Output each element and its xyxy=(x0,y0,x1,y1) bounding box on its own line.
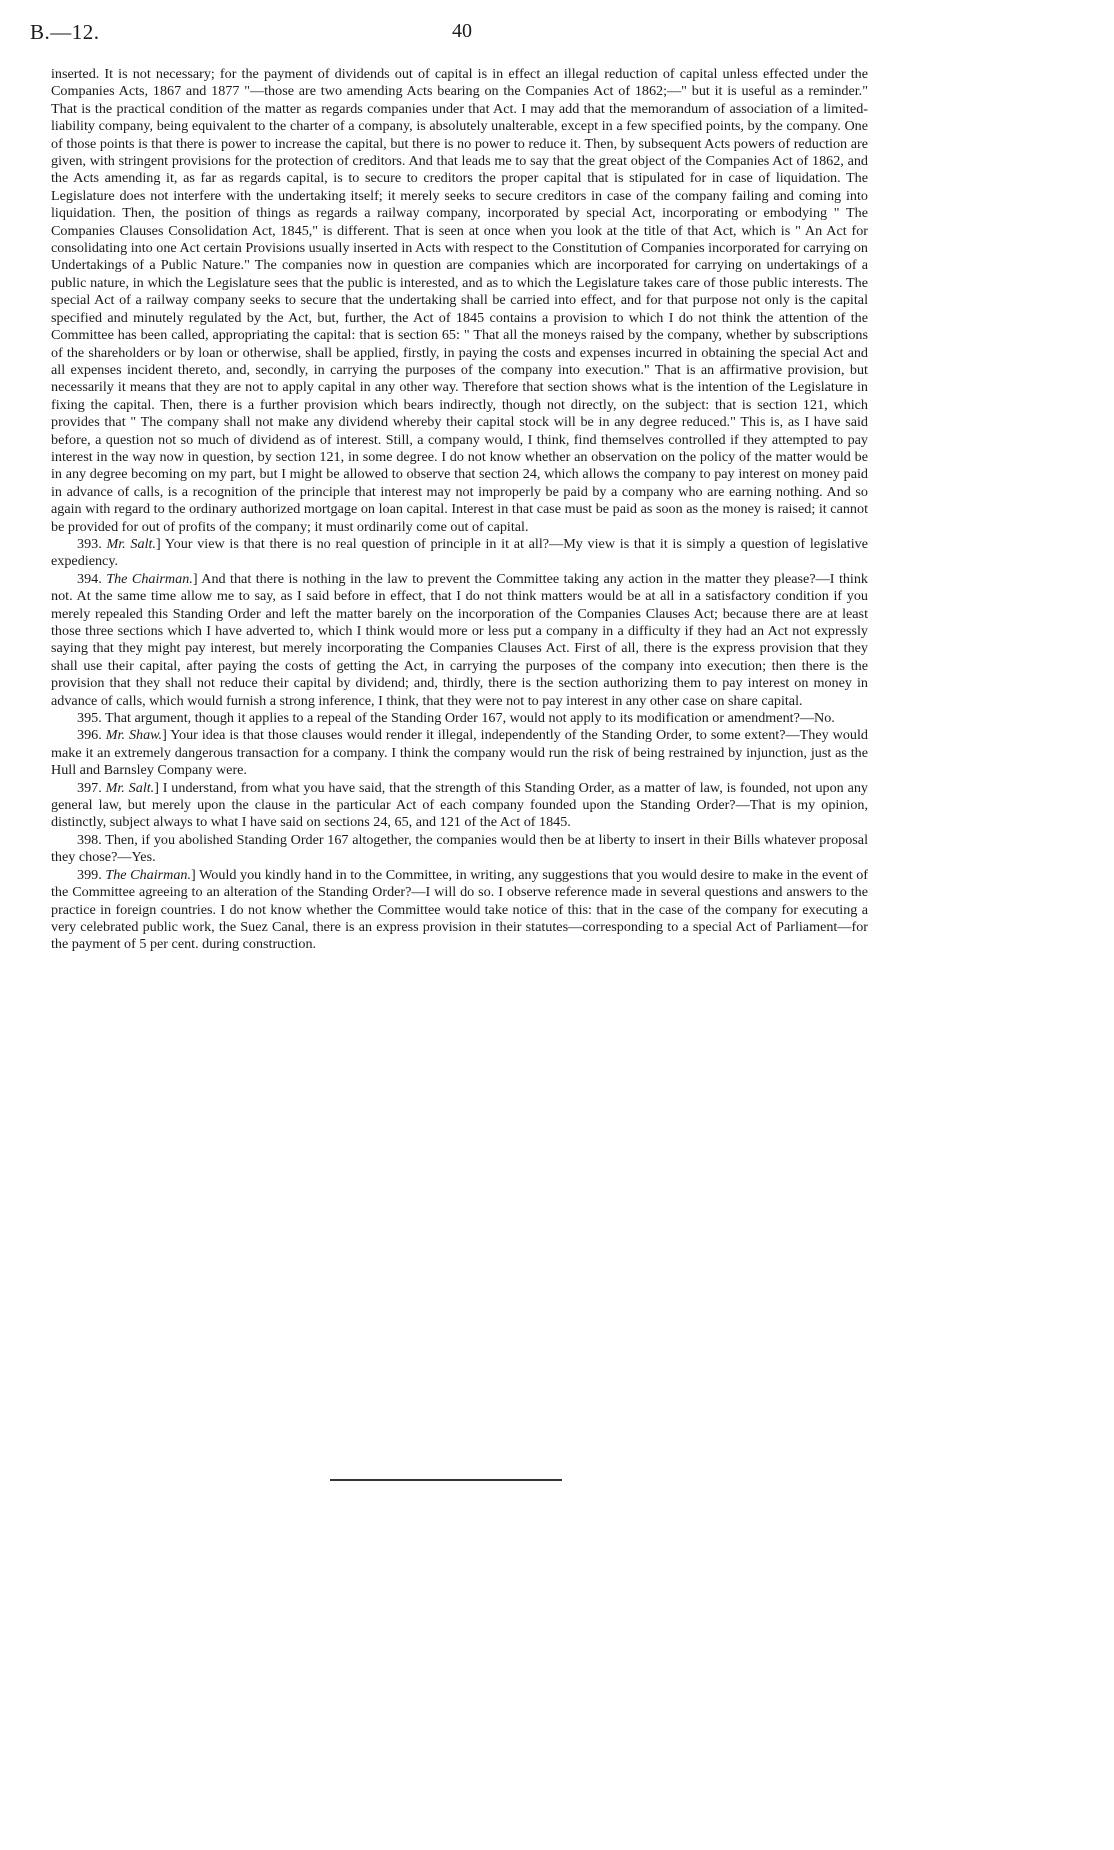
speaker-name: The Chairman. xyxy=(105,866,192,883)
document-reference: B.—12. xyxy=(30,20,100,44)
question-number: 397. xyxy=(77,779,102,796)
closing-rule xyxy=(330,1479,562,1481)
paragraph-399 xyxy=(51,867,868,954)
question-number: 396. xyxy=(77,727,102,744)
speaker-name: The Chairman. xyxy=(106,570,193,587)
paragraph-398 xyxy=(51,832,868,867)
question-number: 399. xyxy=(77,866,102,883)
paragraph-393 xyxy=(51,536,868,571)
question-number: 398. xyxy=(77,831,102,848)
paragraph-text: ] Your view is that there is no real question of principle in it at all?—My view is that it is simply a question of legislative expediency. xyxy=(51,535,868,570)
paragraph-text: ] I understand, from what you have said, that the strength of this Standing Order, as a matter of law, is founded, not upon any general law, but merely upon the clause in the particular Act of each company founded upon the Standing Order?—That is my opinion, distinctly, subject always to what I have said on sections 24, 65, and 121 of the Act of 1845. xyxy=(51,779,868,831)
paragraph-text: That argument, though it applies to a repeal of the Standing Order 167, would not apply to its modification or amendment?—No. xyxy=(105,710,835,727)
evidence-text xyxy=(51,66,868,954)
question-number: 394. xyxy=(77,570,102,587)
question-number: 395. xyxy=(77,710,102,727)
speaker-name: Mr. Shaw. xyxy=(105,727,163,744)
paragraph-text: ] Would you kindly hand in to the Committee, in writing, any suggestions that you would desire to make in the event of the Committee agreeing to an alteration of the Standing Order?—I will do so. I observe reference made in several questions and answers to the practice in foreign countries. I do not know whether the Committee would take notice of this: that in the case of the company for executing a very celebrated public work, the Suez Canal, there is an express provision in their statutes—corresponding to a special Act of Parliament—for the payment of 5 per cent. during construction. xyxy=(51,866,868,953)
paragraph-394 xyxy=(51,571,868,710)
question-number: 393. xyxy=(77,535,102,552)
paragraph-397 xyxy=(51,780,868,832)
paragraph-396 xyxy=(51,727,868,779)
paragraph-text: Then, if you abolished Standing Order 167 altogether, the companies would then be at liberty to insert in their Bills whatever proposal they chose?—Yes. xyxy=(51,831,868,866)
page-header xyxy=(0,20,944,48)
paragraph-text: inserted. It is not necessary; for the payment of dividends out of capital is in effect an illegal reduction of capital unless effected under the Companies Acts, 1867 and 1877 "—those are two amending Acts bearing on the Companies Act of 1862;—" but it is useful as a reminder." That is the practical condition of the matter as regards companies under that Act. I may add that the memorandum of association of a limited-liability company, being equivalent to the charter of a company, is absolutely unalterable, except in a few specified points, by the company. One of those points is that there is power to increase the capital, but there is no power to reduce it. Then, by subsequent Acts powers of reduction are given, with stringent provisions for the protection of creditors. And that leads me to say that the great object of the Companies Act of 1862, and the Acts amending it, as far as regards capital, is to secure to creditors the proper capital that is stipulated for in case of liquidation. The Legislature does not interfere with the undertaking itself; it merely seeks to secure creditors in case of the company failing and coming into liquidation. Then, the position of things as regards a railway company, incorporated by special Act, incorporating or embodying " The Companies Clauses Consolidation Act, 1845," is different. That is seen at once when you look at the title of that Act, which is " An Act for consolidating into one Act certain Provisions usually inserted in Acts with respect to the Constitution of Companies incorporated for carrying on Undertakings of a Public Nature." The companies now in question are companies which are incorporated for carrying on undertakings of a public nature, in which the Legislature sees that the public is interested, and as to which the Legislature takes care of those public interests. The special Act of a railway company seeks to secure that the undertaking shall be carried into effect, and for that purpose not only is the capital specified and minutely regulated by the Act, but, further, the Act of 1845 contains a provision to which I do not think the attention of the Committee has been called, appropriating the capital: that is section 65: " That all the moneys raised by the company, whether by subscriptions of the shareholders or by loan or otherwise, shall be applied, firstly, in paying the costs and expenses incurred in obtaining the special Act and all expenses incident thereto, and, secondly, in carrying the purposes of the company into execution." That is an affirmative provision, but necessarily it means that they are not to apply capital in any other way. Therefore that section shows what is the intention of the Legislature in fixing the capital. Then, there is a further provision which bears indirectly, though not directly, on the subject: that is section 121, which provides that " The company shall not make any dividend whereby their capital stock will be in any degree reduced." This is, as I have said before, a question not so much of dividend as of interest. Still, a company would, I think, find themselves controlled if they attempted to pay interest in the way now in question, by section 121, in some degree. I do not know whether an observation on the policy of the matter would be in any degree becoming on my part, but I might be allowed to observe that section 24, which allows the company to pay interest on money paid in advance of calls, is a recognition of the principle that interest may not improperly be paid by a company who are earning nothing. And so again with regard to the ordinary authorized mortgage on loan capital. Interest in that case must be paid as soon as the money is raised; it cannot be provided for out of profits of the company; it must ordinarily come out of capital. xyxy=(51,66,868,535)
paragraph-continued xyxy=(51,66,868,536)
paragraph-text: ] And that there is nothing in the law to prevent the Committee taking any action in the matter they please?—I think not. At the same time allow me to say, as I said before in effect, that I do not think matters would be at all in a satisfactory condition if you merely repealed this Standing Order and left the matter barely on the incorporation of the Companies Clauses Act; because there are at least those three sections which I have adverted to, which I think would more or less put a company in a difficulty if they had an Act not expressly saying that they might pay interest, but merely incorporating the Companies Clauses Act. First of all, there is the express provision that they shall use their capital, after paying the costs of getting the Act, in carrying the purposes of the company into execution; then there is the provision that they shall not reduce their capital by dividend; and, thirdly, there is the section authorizing them to pay interest on money in advance of calls, which would furnish a strong inference, I think, that they were not to pay interest in any other case on share capital. xyxy=(51,570,869,709)
speaker-name: Mr. Salt. xyxy=(105,779,155,796)
speaker-name: Mr. Salt. xyxy=(106,535,156,552)
page-number: 40 xyxy=(452,20,472,42)
paragraph-text: ] Your idea is that those clauses would render it illegal, independently of the Standing Order, to some extent?—They would make it an extremely dangerous transaction for a company. I think the company would run the risk of being restrained by injunction, just as the Hull and Barnsley Company were. xyxy=(51,727,869,779)
paragraph-395 xyxy=(51,710,868,727)
